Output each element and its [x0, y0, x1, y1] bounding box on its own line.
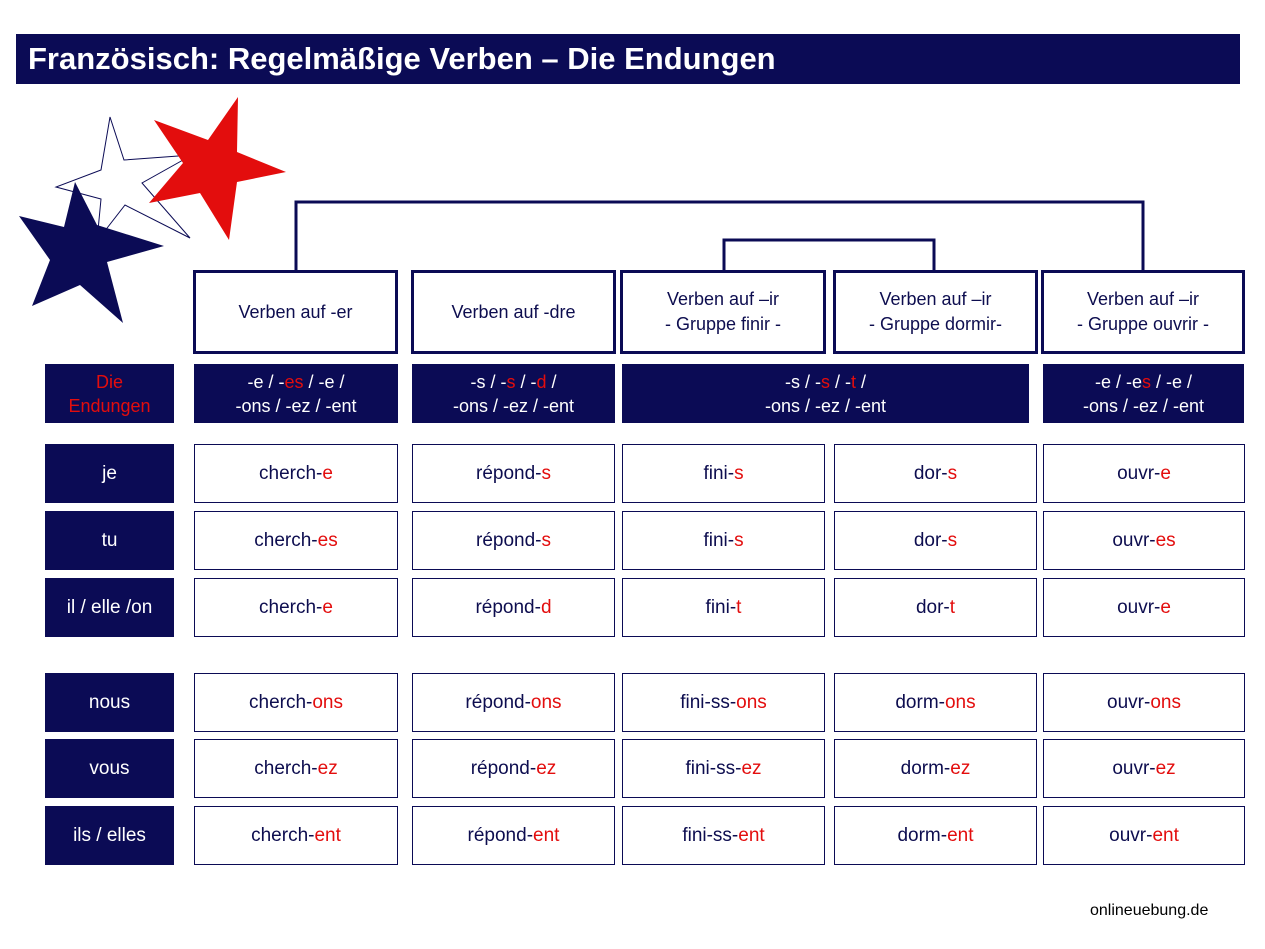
verb-ending: s — [541, 529, 551, 551]
ending-highlight: d — [536, 371, 547, 392]
verb-stem: cherch- — [249, 691, 313, 713]
endings-box-2 — [412, 364, 615, 423]
verb-stem: répond- — [467, 824, 534, 846]
ending-text: -s / - — [470, 371, 507, 392]
ending-text: / - — [829, 371, 851, 392]
pronoun-label: vous — [45, 739, 174, 798]
conjugation-cell — [412, 511, 615, 570]
verb-stem: répond- — [470, 757, 537, 779]
ending-highlight: es — [284, 371, 304, 392]
conjugation-cell — [194, 739, 398, 798]
verb-stem: ouvr- — [1109, 824, 1153, 846]
endings-box-3 — [622, 364, 1029, 423]
endings-box-1 — [194, 364, 398, 423]
conjugation-cell — [1043, 578, 1245, 637]
ending-text: / - — [515, 371, 537, 392]
ending-text: / -e / — [303, 371, 345, 392]
conjugation-cell — [622, 511, 825, 570]
verb-stem: fini-ss- — [685, 757, 742, 779]
verb-stem: dorm- — [900, 757, 951, 779]
footer-source: onlineuebung.de — [1090, 902, 1209, 919]
verb-ending: es — [1155, 529, 1176, 551]
verb-stem: dorm- — [897, 824, 948, 846]
conjugation-cell — [412, 739, 615, 798]
verb-ending: ons — [944, 691, 976, 713]
verb-stem: cherch- — [254, 757, 318, 779]
verb-ending: ons — [530, 691, 562, 713]
conjugation-cell — [622, 578, 825, 637]
verb-ending: ent — [314, 824, 341, 846]
verb-stem: ouvr- — [1107, 691, 1151, 713]
ending-highlight: s — [506, 371, 516, 392]
conjugation-cell — [1043, 806, 1245, 865]
endings-line1 — [785, 370, 866, 394]
verb-stem: fini-ss- — [680, 691, 737, 713]
ending-highlight: s — [1142, 371, 1151, 392]
conjugation-cell — [622, 739, 825, 798]
pronoun-label: je — [45, 444, 174, 503]
conjugation-cell — [834, 578, 1037, 637]
die-endungen-label — [45, 364, 174, 423]
conjugation-cell — [1043, 739, 1245, 798]
verb-ending: s — [947, 462, 958, 484]
conjugation-cell — [834, 739, 1037, 798]
verb-ending: t — [949, 596, 956, 618]
endings-line1 — [247, 370, 344, 394]
verb-stem: cherch- — [254, 529, 318, 551]
verb-ending: ons — [312, 691, 343, 713]
verb-ending: ent — [947, 824, 974, 846]
verb-stem: fini-ss- — [682, 824, 739, 846]
endings-line2: -ons / -ez / -ent — [452, 395, 575, 416]
verb-stem: répond- — [476, 462, 542, 484]
conjugation-cell — [622, 444, 825, 503]
verb-stem: répond- — [475, 596, 541, 618]
category-box-2: Verben auf -dre — [411, 270, 616, 354]
verb-stem: cherch- — [259, 462, 323, 484]
ending-text: / — [856, 371, 867, 392]
verb-ending: s — [947, 529, 958, 551]
verb-stem: dorm- — [895, 691, 945, 713]
conjugation-cell — [834, 806, 1037, 865]
category-box-1: Verben auf -er — [193, 270, 398, 354]
ending-text: -s / - — [784, 371, 821, 392]
verb-ending: ez — [950, 757, 971, 779]
endings-line2: -ons / -ez / -ent — [764, 395, 887, 416]
conjugation-cell — [194, 806, 398, 865]
verb-stem: dor- — [913, 462, 948, 484]
verb-ending: s — [734, 462, 744, 484]
conjugation-cell — [1043, 673, 1245, 732]
verb-ending: ons — [736, 691, 767, 713]
verb-stem: répond- — [476, 529, 542, 551]
pronoun-label: il / elle /on — [45, 578, 174, 637]
conjugation-cell — [1043, 511, 1245, 570]
ending-text: -e / -e — [1094, 371, 1142, 392]
verb-ending: s — [734, 529, 744, 551]
verb-ending: ez — [1155, 757, 1176, 779]
conjugation-cell — [194, 444, 398, 503]
die-endungen-line2: Endungen — [68, 395, 151, 416]
verb-stem: ouvr- — [1117, 596, 1161, 618]
ending-text: -e / - — [247, 371, 285, 392]
verb-ending: ez — [317, 757, 338, 779]
verb-stem: dor- — [915, 596, 950, 618]
pronoun-label: nous — [45, 673, 174, 732]
endings-line1 — [1095, 370, 1192, 394]
conjugation-cell — [622, 806, 825, 865]
conjugation-cell — [194, 673, 398, 732]
verb-stem: dor- — [913, 529, 948, 551]
conjugation-cell — [834, 444, 1037, 503]
verb-stem: fini- — [703, 462, 735, 484]
verb-stem: ouvr- — [1117, 462, 1161, 484]
verb-ending: ez — [741, 757, 762, 779]
ending-highlight: s — [820, 371, 830, 392]
verb-ending: ent — [738, 824, 765, 846]
verb-ending: ent — [1152, 824, 1179, 846]
conjugation-cell — [412, 673, 615, 732]
ending-highlight: t — [850, 371, 856, 392]
ending-text: / — [546, 371, 557, 392]
verb-stem: cherch- — [251, 824, 315, 846]
conjugation-cell — [412, 806, 615, 865]
verb-stem: ouvr- — [1112, 529, 1156, 551]
conjugation-cell — [1043, 444, 1245, 503]
page-title: Französisch: Regelmäßige Verben – Die Endungen — [16, 34, 1240, 84]
endings-line2: -ons / -ez / -ent — [235, 395, 357, 416]
endings-box-4 — [1043, 364, 1244, 423]
pronoun-label: ils / elles — [45, 806, 174, 865]
verb-ending: ez — [536, 757, 557, 779]
verb-stem: ouvr- — [1112, 757, 1156, 779]
verb-stem: fini- — [705, 596, 737, 618]
verb-ending: d — [540, 596, 552, 618]
verb-ending: e — [1160, 462, 1171, 484]
die-endungen-line1: Die — [95, 371, 123, 392]
conjugation-cell — [412, 444, 615, 503]
category-box-3: Verben auf –ir - Gruppe finir - — [620, 270, 826, 354]
category-box-4: Verben auf –ir - Gruppe dormir- — [833, 270, 1038, 354]
verb-ending: ent — [533, 824, 560, 846]
verb-ending: e — [322, 462, 333, 484]
verb-stem: répond- — [465, 691, 531, 713]
verb-ending: s — [541, 462, 551, 484]
verb-ending: t — [736, 596, 742, 618]
verb-ending: es — [317, 529, 338, 551]
pronoun-label: tu — [45, 511, 174, 570]
verb-ending: e — [1160, 596, 1171, 618]
conjugation-cell — [622, 673, 825, 732]
verb-stem: fini- — [703, 529, 735, 551]
endings-line1 — [470, 370, 556, 394]
conjugation-cell — [834, 511, 1037, 570]
verb-ending: ons — [1150, 691, 1181, 713]
category-box-5: Verben auf –ir - Gruppe ouvrir - — [1041, 270, 1245, 354]
endings-line2: -ons / -ez / -ent — [1082, 395, 1205, 416]
conjugation-cell — [834, 673, 1037, 732]
conjugation-cell — [194, 511, 398, 570]
ending-text: / -e / — [1151, 371, 1193, 392]
conjugation-cell — [412, 578, 615, 637]
verb-ending: e — [322, 596, 333, 618]
verb-stem: cherch- — [259, 596, 323, 618]
conjugation-cell — [194, 578, 398, 637]
